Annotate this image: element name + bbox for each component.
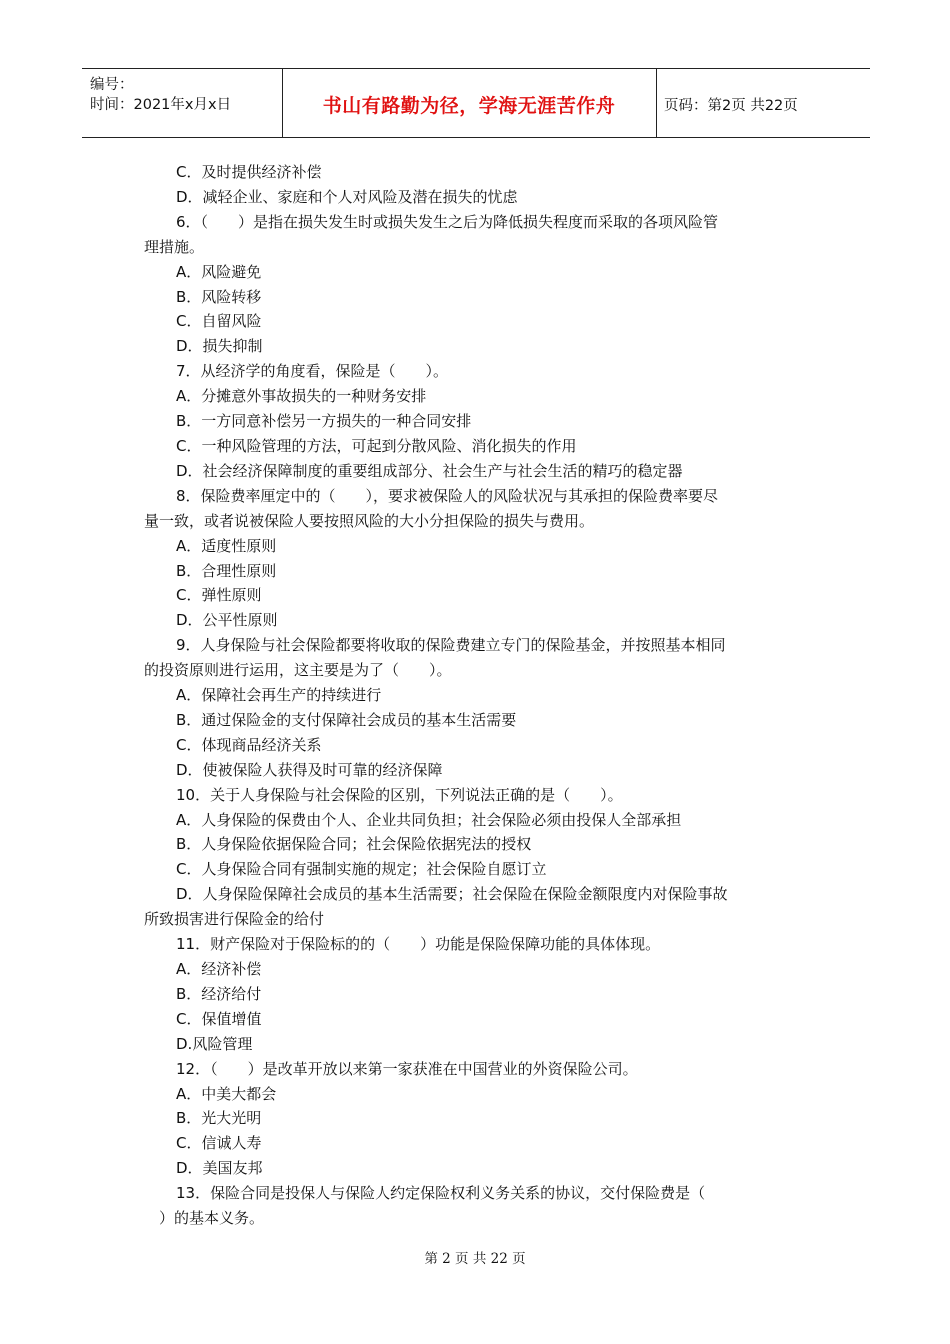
answer-option: C．体现商品经济关系	[176, 735, 322, 754]
answer-option: C．信诚人寿	[176, 1134, 262, 1153]
answer-option: D．美国友邦	[176, 1159, 263, 1178]
header-right-cell	[656, 69, 870, 137]
page-footer: 第 2 页 共 22 页	[424, 1251, 526, 1267]
answer-option: D．使被保险人获得及时可靠的经济保障	[176, 760, 443, 779]
answer-option: B．通过保险金的支付保障社会成员的基本生活需要	[176, 710, 517, 729]
answer-option: C．一种风险管理的方法，可起到分散风险、消化损失的作用	[176, 436, 577, 455]
question-line: 7．从经济学的角度看，保险是（ ）。	[176, 362, 449, 381]
answer-option: A．保障社会再生产的持续进行	[176, 686, 382, 705]
answer-option: D．损失抑制	[176, 337, 263, 356]
answer-option: D．人身保险保障社会成员的基本生活需要；社会保险在保险金额限度内对保险事故	[176, 885, 728, 904]
answer-option: D．社会经济保障制度的重要组成部分、社会生产与社会生活的精巧的稳定器	[176, 461, 683, 480]
answer-option: A．风险避免	[176, 262, 262, 281]
question-continuation: 理措施。	[144, 237, 205, 256]
answer-option: A．中美大都会	[176, 1084, 277, 1103]
motto: 书山有路勤为径，学海无涯苦作舟	[322, 95, 616, 117]
answer-option: C．自留风险	[176, 312, 262, 331]
question-line: 13．保险合同是投保人与保险人约定保险权利义务关系的协议，交付保险费是（	[176, 1184, 706, 1203]
question-line: 11．财产保险对于保险标的的（ ）功能是保险保障功能的具体体现。	[176, 935, 661, 954]
answer-option: A．经济补偿	[176, 960, 262, 978]
question-line: 8．保险费率厘定中的（ ），要求被保险人的风险状况与其承担的保险费率要尽	[176, 486, 719, 505]
serial-label: 编号：	[90, 77, 134, 93]
answer-option: B．经济给付	[176, 984, 262, 1003]
question-continuation: 量一致，或者说被保险人要按照风险的大小分担保险的损失与费用。	[144, 511, 595, 530]
question-line: 9．人身保险与社会保险都要将收取的保险费建立专门的保险基金，并按照基本相同	[176, 636, 726, 655]
answer-option: D.风险管理	[176, 1034, 253, 1053]
page-header	[82, 68, 870, 138]
answer-option: B．人身保险依据保险合同；社会保险依据宪法的授权	[176, 835, 532, 854]
answer-option: B．光大光明	[176, 1109, 262, 1128]
answer-option: C．人身保险合同有强制实施的规定；社会保险自愿订立	[176, 860, 547, 879]
document-body	[144, 160, 814, 1231]
question-line: 12．（ ）是改革开放以来第一家获准在中国营业的外资保险公司。	[176, 1059, 638, 1078]
question-continuation: ）的基本义务。	[144, 1209, 265, 1228]
question-line: 10．关于人身保险与社会保险的区别，下列说法正确的是（ ）。	[176, 785, 623, 804]
header-middle-cell	[282, 69, 657, 137]
answer-option: B．风险转移	[176, 287, 262, 306]
question-line: 6．（ ）是指在损失发生时或损失发生之后为降低损失程度而采取的各项风险管	[176, 212, 719, 231]
answer-option: B．一方同意补偿另一方损失的一种合同安排	[176, 412, 472, 431]
page-code: 页码：第2页 共22页	[664, 98, 798, 114]
answer-option: C．保值增值	[176, 1009, 262, 1028]
header-left-cell	[82, 69, 283, 137]
question-continuation: 所致损害进行保险金的给付	[144, 910, 325, 929]
date-label: 时间：2021年x月x日	[90, 97, 232, 113]
answer-option: A．适度性原则	[176, 536, 277, 555]
answer-option: C．及时提供经济补偿	[176, 163, 322, 181]
question-continuation: 的投资原则进行运用，这主要是为了（ ）。	[144, 661, 452, 680]
answer-option: C．弹性原则	[176, 586, 262, 605]
answer-option: A．人身保险的保费由个人、企业共同负担；社会保险必须由投保人全部承担	[176, 810, 682, 829]
answer-option: D．减轻企业、家庭和个人对风险及潜在损失的忧虑	[176, 187, 518, 206]
answer-option: D．公平性原则	[176, 611, 278, 630]
answer-option: A．分摊意外事故损失的一种财务安排	[176, 387, 427, 406]
answer-option: B．合理性原则	[176, 561, 277, 580]
